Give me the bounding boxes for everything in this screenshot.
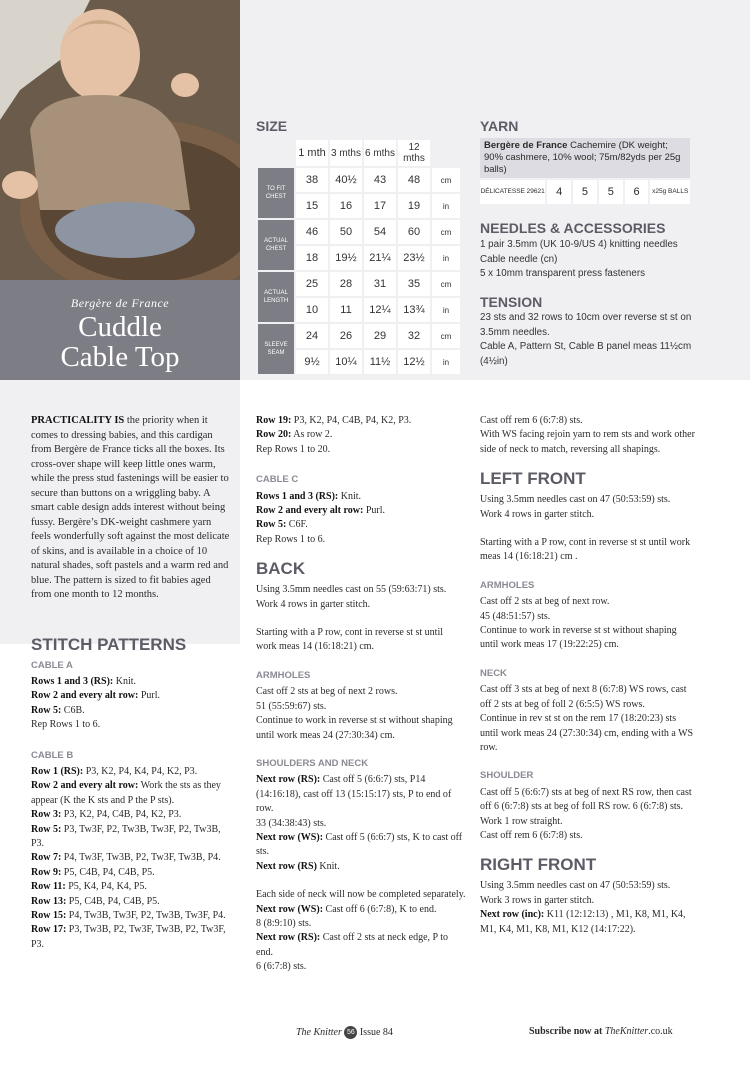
size-cell: 60 bbox=[398, 220, 430, 244]
size-cell: 23½ bbox=[398, 246, 430, 270]
size-cell: 15 bbox=[296, 194, 328, 218]
row-text: Cast off 5 (6:6:7) sts, K to cast off sts. bbox=[256, 831, 463, 858]
row-text: Purl. bbox=[138, 690, 160, 702]
left-front-heading: LEFT FRONT bbox=[480, 469, 586, 489]
row-text: As row 2. bbox=[291, 429, 333, 441]
row-label: TO FIT CHEST bbox=[258, 168, 294, 218]
row-label: Row 17: bbox=[31, 924, 67, 936]
size-cell: 12½ bbox=[398, 350, 430, 374]
subscribe-tld[interactable]: .co.uk bbox=[648, 1026, 673, 1037]
yarn-shade: DÉLICATESSE 29621 bbox=[480, 180, 545, 204]
pattern-row bbox=[31, 866, 231, 880]
unit-cm: cm bbox=[432, 272, 460, 296]
issue-number: Issue 84 bbox=[359, 1026, 393, 1038]
shoulders-row bbox=[256, 931, 466, 960]
size-cell: 32 bbox=[398, 324, 430, 348]
shoulder-text: Work 1 row straight. bbox=[480, 815, 563, 827]
tension-line: 23 sts and 32 rows to 10cm over reverse st st on 3.5mm needles. bbox=[480, 312, 692, 338]
row-text: C6B. bbox=[61, 704, 85, 716]
yarn-balls: 5 bbox=[599, 180, 623, 204]
size-table bbox=[256, 138, 462, 376]
row-label: Rows 1 and 3 (RS): bbox=[256, 490, 339, 502]
size-cell: 11 bbox=[330, 298, 362, 322]
lf-armholes-heading: ARMHOLES bbox=[480, 579, 535, 591]
footer-subscribe bbox=[529, 1026, 673, 1037]
size-cell: 29 bbox=[364, 324, 396, 348]
armholes-text: 51 (55:59:67) sts. bbox=[256, 700, 327, 712]
size-cell: 43 bbox=[364, 168, 396, 192]
size-cell: 31 bbox=[364, 272, 396, 296]
size-cell: 35 bbox=[398, 272, 430, 296]
row-label: Next row (RS): bbox=[256, 774, 321, 786]
size-cell: 10 bbox=[296, 298, 328, 322]
row-text: P3, K2, P4, C4B, P4, K2, P3. bbox=[61, 809, 182, 821]
size-cell: 40½ bbox=[330, 168, 362, 192]
subscribe-site[interactable]: TheKnitter bbox=[604, 1026, 649, 1037]
row-text: Rep Rows 1 to 6. bbox=[256, 533, 326, 545]
row-label: Row 19: bbox=[256, 415, 292, 426]
title-line-1: Cuddle bbox=[78, 311, 162, 343]
tension-text bbox=[480, 311, 708, 369]
size-cell: 25 bbox=[296, 272, 328, 296]
pattern-row bbox=[256, 533, 466, 547]
needles-heading: NEEDLES & ACCESSORIES bbox=[480, 220, 666, 236]
right-front-text: Using 3.5mm needles cast on 47 (50:53:59) sts. bbox=[480, 880, 671, 892]
pattern-row bbox=[31, 779, 231, 808]
size-cell: 13¾ bbox=[398, 298, 430, 322]
title-box bbox=[0, 280, 240, 380]
pattern-row bbox=[31, 923, 231, 952]
pattern-row bbox=[256, 518, 466, 532]
size-cell: 26 bbox=[330, 324, 362, 348]
yarn-quantity-row bbox=[480, 180, 690, 204]
row-text: Knit. bbox=[113, 675, 137, 687]
row-label: Next row (inc): bbox=[480, 909, 545, 921]
unit-cm: cm bbox=[432, 220, 460, 244]
pattern-row bbox=[31, 895, 231, 909]
shoulders-row bbox=[256, 831, 466, 860]
shoulder-heading: SHOULDER bbox=[480, 770, 534, 782]
cable-c-heading: CABLE C bbox=[256, 474, 299, 486]
pattern-row bbox=[31, 718, 231, 732]
size-header: 12 mths bbox=[398, 140, 430, 166]
row-label: Row 7: bbox=[31, 852, 62, 864]
shoulder-text: Cast off rem 6 (6:7:8) sts. bbox=[480, 829, 583, 841]
cable-b-heading: CABLE B bbox=[31, 749, 74, 761]
cable-a-heading: CABLE A bbox=[31, 659, 73, 671]
needles-list bbox=[480, 238, 708, 282]
brand-name: Bergère de France bbox=[70, 296, 170, 310]
lf-armholes-text: Cast off 2 sts at beg of next row. bbox=[480, 596, 610, 608]
pattern-row bbox=[31, 823, 231, 852]
row-text: Knit. bbox=[338, 490, 362, 502]
pattern-row bbox=[31, 880, 231, 894]
size-heading: SIZE bbox=[256, 118, 288, 134]
row-text: P3, Tw3B, P2, Tw3F, Tw3B, P2, Tw3F, P3. bbox=[31, 924, 226, 950]
row-label: Row 9: bbox=[31, 866, 62, 878]
needle-line: Cable needle (cn) bbox=[480, 253, 558, 265]
yarn-balls: 6 bbox=[625, 180, 649, 204]
col3-text: With WS facing rejoin yarn to rem sts and work other side of neck to match, reversing all shapings. bbox=[480, 429, 695, 455]
size-cell: 18 bbox=[296, 246, 328, 270]
tension-line: Cable A, Pattern St, Cable B panel meas 11½cm (4½in) bbox=[480, 341, 692, 367]
pattern-row bbox=[256, 443, 466, 457]
intro-text bbox=[31, 414, 231, 603]
row-label: Next row (RS): bbox=[256, 932, 321, 944]
unit-cm: cm bbox=[432, 324, 460, 348]
row-label: Row 1 (RS): bbox=[31, 765, 84, 777]
row-label: Row 2 and every alt row: bbox=[31, 780, 139, 792]
back-text: Using 3.5mm needles cast on 55 (59:63:71) sts. bbox=[256, 584, 447, 596]
shoulders-row bbox=[256, 860, 466, 874]
yarn-desc: Cachemire (DK weight; 90% cashmere, 10% wool; 75m/82yds per 25g balls) bbox=[484, 140, 681, 175]
intro-lead: PRACTICALITY IS bbox=[31, 415, 125, 426]
yarn-brand: Bergère de France bbox=[484, 140, 568, 151]
row-label: Next row (WS): bbox=[256, 903, 324, 915]
size-cell: 38 bbox=[296, 168, 328, 192]
armholes-text: Cast off 2 sts at beg of next 2 rows. bbox=[256, 686, 398, 698]
row-label: Row 5: bbox=[31, 704, 62, 716]
row-text: K11 (12:12:13) , M1, K8, M1, K4, M1, K4, M1, K8, M1, K12 (14:17:22). bbox=[480, 909, 686, 935]
unit-in: in bbox=[432, 298, 460, 322]
row-label: Row 2 and every alt row: bbox=[31, 690, 139, 702]
right-front-row bbox=[480, 908, 695, 937]
size-cell: 46 bbox=[296, 220, 328, 244]
back-heading: BACK bbox=[256, 559, 306, 579]
pattern-row bbox=[31, 851, 231, 865]
size-cell: 24 bbox=[296, 324, 328, 348]
row-text: P3, Tw3F, P2, Tw3B, Tw3F, P2, Tw3B, P3. bbox=[31, 823, 221, 849]
row-label: Next row (RS) bbox=[256, 860, 317, 872]
shoulders-text: 8 (8:9:10) sts. bbox=[256, 917, 312, 929]
unit-in: in bbox=[432, 246, 460, 270]
subscribe-label: Subscribe now at bbox=[529, 1026, 603, 1037]
yarn-description bbox=[480, 138, 690, 178]
armholes-heading: ARMHOLES bbox=[256, 669, 311, 681]
row-label: SLEEVE SEAM bbox=[258, 324, 294, 374]
page-number: 56 bbox=[344, 1026, 357, 1039]
row-text: Cast off 6 (6:7:8), K to end. bbox=[323, 903, 437, 915]
size-cell: 28 bbox=[330, 272, 362, 296]
lf-armholes-text: Continue to work in reverse st st without shaping until work meas 17 (19:22:25) cm. bbox=[480, 625, 677, 651]
size-cell: 19 bbox=[398, 194, 430, 218]
right-front-heading: RIGHT FRONT bbox=[480, 855, 597, 875]
pattern-row bbox=[256, 414, 466, 428]
size-cell: 21¼ bbox=[364, 246, 396, 270]
row-text: Cast off 5 (6:6:7) sts, P14 (14:16:18), cast off 13 (15:15:17) sts, P to end of row. bbox=[256, 774, 452, 815]
row-text: Purl. bbox=[363, 505, 385, 517]
row-label: Row 5: bbox=[31, 823, 62, 835]
size-cell: 9½ bbox=[296, 350, 328, 374]
row-label: Row 20: bbox=[256, 429, 292, 441]
column-1 bbox=[31, 414, 231, 952]
size-cell: 17 bbox=[364, 194, 396, 218]
column-3 bbox=[480, 414, 695, 937]
pattern-row bbox=[256, 504, 466, 518]
neck-text: Continue in rev st st on the rem 17 (18:20:23) sts until work meas 24 (27:30:34) cm, ending with a WS row. bbox=[480, 713, 694, 753]
shoulders-heading: SHOULDERS AND NECK bbox=[256, 757, 369, 769]
row-text: P3, K2, P4, K4, P4, K2, P3. bbox=[83, 765, 198, 777]
pattern-row bbox=[31, 689, 231, 703]
row-label: Row 2 and every alt row: bbox=[256, 505, 364, 517]
neck-text: Cast off 3 sts at beg of next 8 (6:7:8) WS rows, cast off 2 sts at beg of foll 2 (6:5:5) WS rows. bbox=[480, 684, 687, 710]
neck-heading: NECK bbox=[480, 667, 507, 679]
row-text: C6F. bbox=[286, 519, 308, 531]
armholes-text: Continue to work in reverse st st without shaping until work meas 24 (27:30:34) cm. bbox=[256, 715, 453, 741]
row-label: ACTUAL LENGTH bbox=[258, 272, 294, 322]
row-label: Row 15: bbox=[31, 910, 67, 921]
shoulders-text: Each side of neck will now be completed separately. bbox=[256, 889, 466, 901]
row-text: P5, C4B, P4, C4B, P5. bbox=[61, 866, 155, 878]
pattern-row bbox=[31, 765, 231, 779]
row-text: P4, Tw3F, Tw3B, P2, Tw3F, Tw3B, P4. bbox=[61, 852, 221, 864]
needle-line: 5 x 10mm transparent press fasteners bbox=[480, 268, 645, 279]
back-text: Work 4 rows in garter stitch. bbox=[256, 598, 371, 610]
row-label: ACTUAL CHEST bbox=[258, 220, 294, 270]
footer-magazine bbox=[296, 1026, 393, 1039]
row-text: P5, K4, P4, K4, P5. bbox=[65, 881, 147, 893]
row-text: Rep Rows 1 to 20. bbox=[256, 443, 331, 455]
col3-text: Cast off rem 6 (6:7:8) sts. bbox=[480, 415, 583, 426]
left-front-text: Starting with a P row, cont in reverse st st until work meas 14 (16:18:21) cm . bbox=[480, 537, 691, 563]
left-front-text: Using 3.5mm needles cast on 47 (50:53:59) sts. bbox=[480, 494, 671, 506]
shoulder-text: Cast off 5 (6:6:7) sts at beg of next RS row, then cast off 6 (6:7:8) sts at beg of foll RS row. 6 (6:7:8) sts. bbox=[480, 786, 692, 813]
size-header: 1 mth bbox=[296, 140, 328, 166]
yarn-balls: 4 bbox=[547, 180, 571, 204]
intro-body: the priority when it comes to dressing babies, and this cardigan from Bergère de France ticks all the boxes. Its cross-over shape will keep little ones warm, while the press stud fastenings will be easier to secure than buttons on a wriggling baby. A smart cable design adds interest without being fussy. Bergère’s DK-weight cashmere yarn feels wonderfully soft against the most delicate of skins, and is available in a choice of 10 natural shades, soft pastels and a warm red and blue. The pattern is sized to fit babies aged from one month to 12 months. bbox=[31, 415, 230, 600]
row-label: Row 5: bbox=[256, 519, 287, 531]
yarn-ball-unit: x25g BALLS bbox=[650, 180, 690, 204]
column-2 bbox=[256, 414, 466, 975]
row-text: P5, C4B, P4, C4B, P5. bbox=[66, 895, 160, 907]
back-text: Starting with a P row, cont in reverse st st until work meas 14 (16:18:21) cm. bbox=[256, 627, 444, 653]
row-label: Rows 1 and 3 (RS): bbox=[31, 675, 114, 687]
size-cell: 50 bbox=[330, 220, 362, 244]
pattern-row bbox=[256, 428, 466, 442]
size-cell: 19½ bbox=[330, 246, 362, 270]
unit-in: in bbox=[432, 350, 460, 374]
size-cell: 16 bbox=[330, 194, 362, 218]
shoulders-row bbox=[256, 773, 466, 816]
yarn-heading: YARN bbox=[480, 118, 519, 134]
size-cell: 11½ bbox=[364, 350, 396, 374]
row-label: Next row (WS): bbox=[256, 831, 324, 843]
size-header: 3 mths bbox=[330, 140, 362, 166]
pattern-row bbox=[256, 490, 466, 504]
baby-photo bbox=[0, 0, 240, 280]
shoulders-text: 6 (6:7:8) sts. bbox=[256, 961, 307, 973]
lf-armholes-text: 45 (48:51:57) sts. bbox=[480, 610, 551, 622]
row-text: Cast off 2 sts at neck edge, P to end. bbox=[256, 932, 449, 958]
tension-heading: TENSION bbox=[480, 294, 543, 310]
row-text: Work the sts as they appear (K the K sts and P the P sts). bbox=[31, 780, 221, 806]
size-cell: 48 bbox=[398, 168, 430, 192]
size-cell: 10¼ bbox=[330, 350, 362, 374]
pattern-row bbox=[31, 808, 231, 822]
yarn-balls: 5 bbox=[573, 180, 597, 204]
stitch-patterns-heading: STITCH PATTERNS bbox=[31, 634, 187, 654]
title-line-2: Cable Top bbox=[60, 341, 180, 373]
shoulders-row bbox=[256, 903, 466, 917]
size-cell: 54 bbox=[364, 220, 396, 244]
left-front-text: Work 4 rows in garter stitch. bbox=[480, 508, 595, 520]
magazine-name: The Knitter bbox=[296, 1026, 342, 1038]
row-text: P4, Tw3B, Tw3F, P2, Tw3B, Tw3F, P4. bbox=[66, 910, 226, 921]
row-label: Row 11: bbox=[31, 881, 66, 893]
row-text: Knit. bbox=[316, 860, 340, 872]
pattern-row bbox=[31, 675, 231, 689]
pattern-row bbox=[31, 704, 231, 718]
pattern-row bbox=[31, 909, 231, 923]
size-header: 6 mths bbox=[364, 140, 396, 166]
right-front-text: Work 3 rows in garter stitch. bbox=[480, 894, 595, 906]
needle-line: 1 pair 3.5mm (UK 10-9/US 4) knitting needles bbox=[480, 239, 678, 250]
unit-cm: cm bbox=[432, 168, 460, 192]
row-text: Rep Rows 1 to 6. bbox=[31, 719, 101, 731]
size-cell: 12¼ bbox=[364, 298, 396, 322]
row-label: Row 13: bbox=[31, 895, 67, 907]
row-label: Row 3: bbox=[31, 809, 62, 821]
unit-in: in bbox=[432, 194, 460, 218]
row-text: P3, K2, P4, C4B, P4, K2, P3. bbox=[291, 415, 412, 426]
shoulders-text: 33 (34:38:43) sts. bbox=[256, 817, 327, 829]
